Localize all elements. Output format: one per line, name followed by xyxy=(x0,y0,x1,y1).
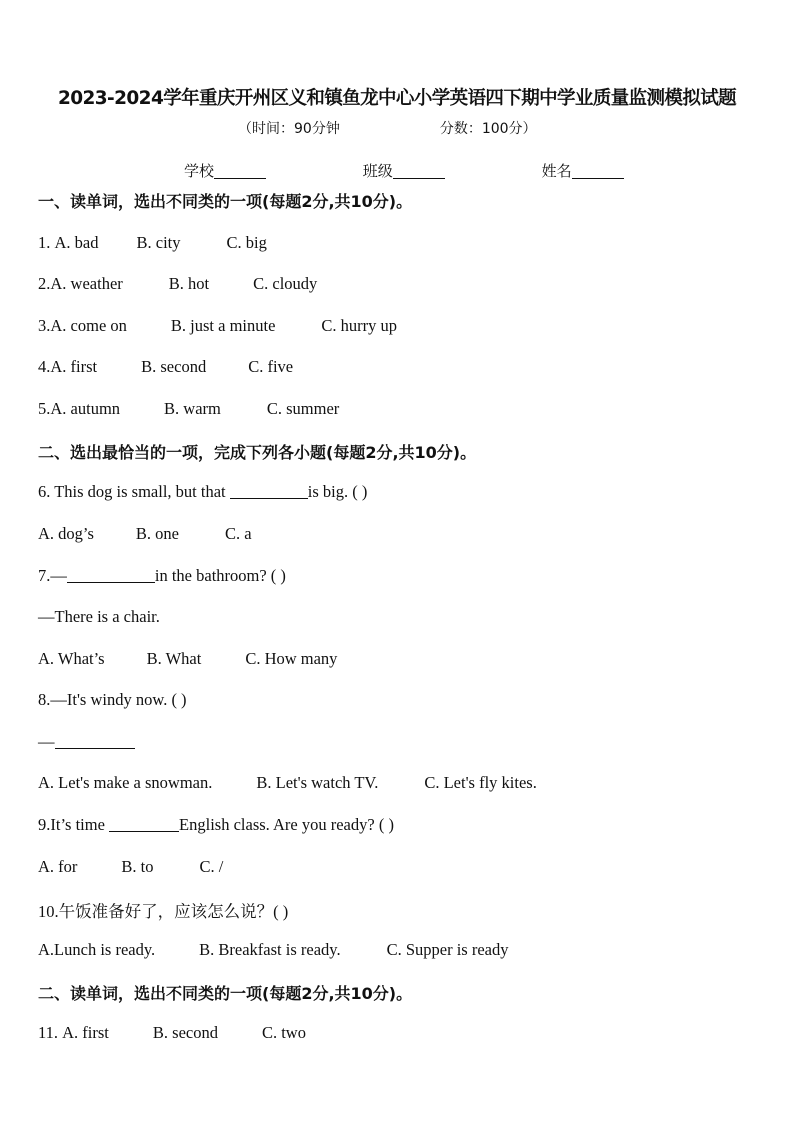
class-blank[interactable] xyxy=(393,164,445,179)
question-6-options xyxy=(38,524,252,544)
question-1-number: 1. xyxy=(38,233,55,252)
question-8-options xyxy=(38,773,537,793)
option-c: C. hurry up xyxy=(321,316,398,335)
question-9 xyxy=(38,815,394,835)
option-b: B. second xyxy=(141,357,207,376)
question-10: 10.午饭准备好了，应该怎么说？( ) xyxy=(38,902,289,921)
option-c: C. How many xyxy=(245,649,338,668)
option-c: C. / xyxy=(199,857,224,876)
question-8: 8.—It's windy now. ( ) xyxy=(38,690,187,709)
question-7-response: —There is a chair. xyxy=(38,607,160,626)
question-6-stem-start: 6. This dog is small, but that xyxy=(38,482,230,501)
question-7-options xyxy=(38,649,337,669)
option-a: A. come on xyxy=(50,316,127,335)
question-3 xyxy=(38,316,397,336)
option-c: C. Let's fly kites. xyxy=(424,773,537,792)
question-4-number: 4. xyxy=(38,357,51,376)
option-a: A. What’s xyxy=(38,649,105,668)
exam-title: 2023-2024学年重庆开州区义和镇鱼龙中心小学英语四下期中学业质量监测模拟试题 xyxy=(57,88,737,109)
section-2-heading: 二、选出最恰当的一项，完成下列各小题(每题2分,共10分)。 xyxy=(38,443,477,462)
option-b: B. Breakfast is ready. xyxy=(199,940,341,959)
option-c: C. Supper is ready xyxy=(386,940,509,959)
name-blank[interactable] xyxy=(572,164,624,179)
option-a: A. bad xyxy=(54,233,99,252)
school-field xyxy=(184,160,266,181)
question-5-number: 5. xyxy=(38,399,51,418)
option-a: A. autumn xyxy=(50,399,121,418)
question-7-stem-start: 7.— xyxy=(38,566,67,585)
option-b: B. one xyxy=(135,524,180,543)
name-field xyxy=(542,160,624,181)
option-a: A.Lunch is ready. xyxy=(38,940,156,959)
option-b: B. What xyxy=(146,649,202,668)
question-7-stem-end: in the bathroom? ( ) xyxy=(154,566,286,585)
exam-subtitle xyxy=(238,118,537,138)
option-a: A. Let's make a snowman. xyxy=(38,773,213,792)
option-b: B. Let's watch TV. xyxy=(256,773,379,792)
question-10-options xyxy=(38,940,509,960)
option-a: A. for xyxy=(38,857,78,876)
option-b: B. second xyxy=(152,1023,218,1042)
class-field xyxy=(363,160,445,181)
question-11 xyxy=(38,1023,306,1043)
student-info xyxy=(184,160,624,181)
question-1 xyxy=(38,233,267,253)
option-a: A. first xyxy=(50,357,98,376)
option-c: C. summer xyxy=(266,399,340,418)
option-b: B. just a minute xyxy=(170,316,276,335)
question-8-dash: — xyxy=(38,732,55,751)
option-b: B. to xyxy=(121,857,154,876)
option-c: C. big xyxy=(226,233,267,252)
school-blank[interactable] xyxy=(214,164,266,179)
school-label: 学校 xyxy=(184,162,215,180)
exam-score: 分数：100分） xyxy=(439,121,537,137)
class-label: 班级 xyxy=(362,162,393,180)
question-7 xyxy=(38,566,286,586)
question-8-response xyxy=(38,732,135,752)
question-9-stem-start: 9.It’s time xyxy=(38,815,110,834)
question-9-options xyxy=(38,857,223,877)
option-c: C. five xyxy=(248,357,294,376)
option-b: B. hot xyxy=(168,274,210,293)
question-2-number: 2. xyxy=(38,274,51,293)
question-6-stem-end: is big. ( ) xyxy=(307,482,368,501)
option-c: C. a xyxy=(225,524,252,543)
option-a: A. weather xyxy=(50,274,123,293)
question-6 xyxy=(38,482,367,502)
question-9-stem-end: English class. Are you ready? ( ) xyxy=(179,815,394,834)
section-3-heading: 二、读单词，选出不同类的一项(每题2分,共10分)。 xyxy=(38,984,413,1003)
option-b: B. city xyxy=(136,233,181,252)
answer-blank[interactable] xyxy=(109,817,179,832)
option-a: A. first xyxy=(62,1023,109,1042)
answer-blank[interactable] xyxy=(55,734,135,749)
question-11-number: 11. xyxy=(38,1023,63,1042)
question-3-number: 3. xyxy=(38,316,51,335)
option-b: B. warm xyxy=(164,399,221,418)
name-label: 姓名 xyxy=(541,162,572,180)
answer-blank[interactable] xyxy=(230,484,308,499)
question-5 xyxy=(38,399,339,419)
answer-blank[interactable] xyxy=(67,568,155,583)
option-c: C. cloudy xyxy=(253,274,318,293)
exam-time: （时间：90分钟 xyxy=(238,121,340,137)
option-a: A. dog’s xyxy=(38,524,94,543)
question-4 xyxy=(38,357,293,377)
option-c: C. two xyxy=(261,1023,306,1042)
section-1-heading: 一、读单词，选出不同类的一项(每题2分,共10分)。 xyxy=(38,192,413,211)
question-2 xyxy=(38,274,317,294)
